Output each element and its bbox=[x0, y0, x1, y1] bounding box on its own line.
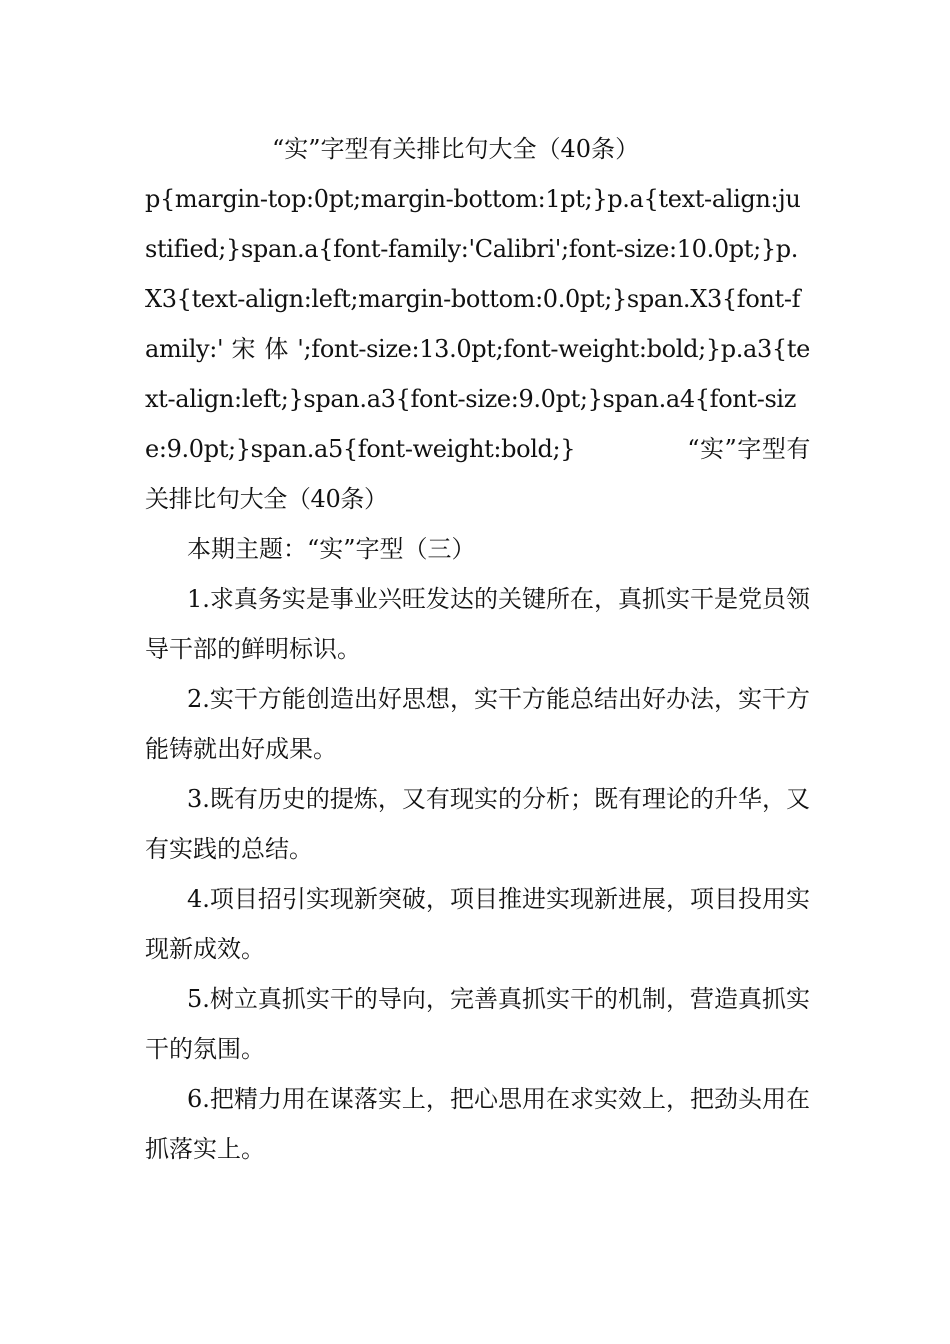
repeat-title: “实”字型有关排比句大全（40条） bbox=[145, 435, 810, 513]
list-item: 1.求真务实是事业兴旺发达的关键所在，真抓实干是党员领导干部的鲜明标识。 bbox=[145, 585, 810, 663]
list-item: 4.项目招引实现新突破，项目推进实现新进展，项目投用实现新成效。 bbox=[145, 885, 810, 963]
css-text: p{margin-top:0pt;margin-bottom:1pt;}p.a{text-align:justified;}span.a{font-family:'Calibri';font-size:10.0pt;}p.X3{text-align:left;margin-bottom:0.0pt;}span.X3{font-family:' 宋 体 ';font-size:13.0pt;font-weight:bold;}p.a3{text-align:left;}span.a3{font-size:9.0pt;}span.a4{font-size:9.0pt;}span.a5{font-weight:bold;} bbox=[145, 185, 810, 463]
list-item: 5.树立真抓实干的导向，完善真抓实干的机制，营造真抓实干的氛围。 bbox=[145, 985, 810, 1063]
document-subtitle: 本期主题：“实”字型（三） bbox=[187, 535, 476, 563]
css-text-paragraph bbox=[145, 174, 810, 524]
document-title: “实”字型有关排比句大全（40条） bbox=[272, 135, 640, 163]
list-item: 6.把精力用在谋落实上，把心思用在求实效上，把劲头用在抓落实上。 bbox=[145, 1085, 810, 1163]
list-item: 2.实干方能创造出好思想，实干方能总结出好办法，实干方能铸就出好成果。 bbox=[145, 685, 810, 763]
document-body bbox=[145, 124, 810, 1174]
list-item: 3.既有历史的提炼，又有现实的分析；既有理论的升华，又有实践的总结。 bbox=[145, 785, 810, 863]
